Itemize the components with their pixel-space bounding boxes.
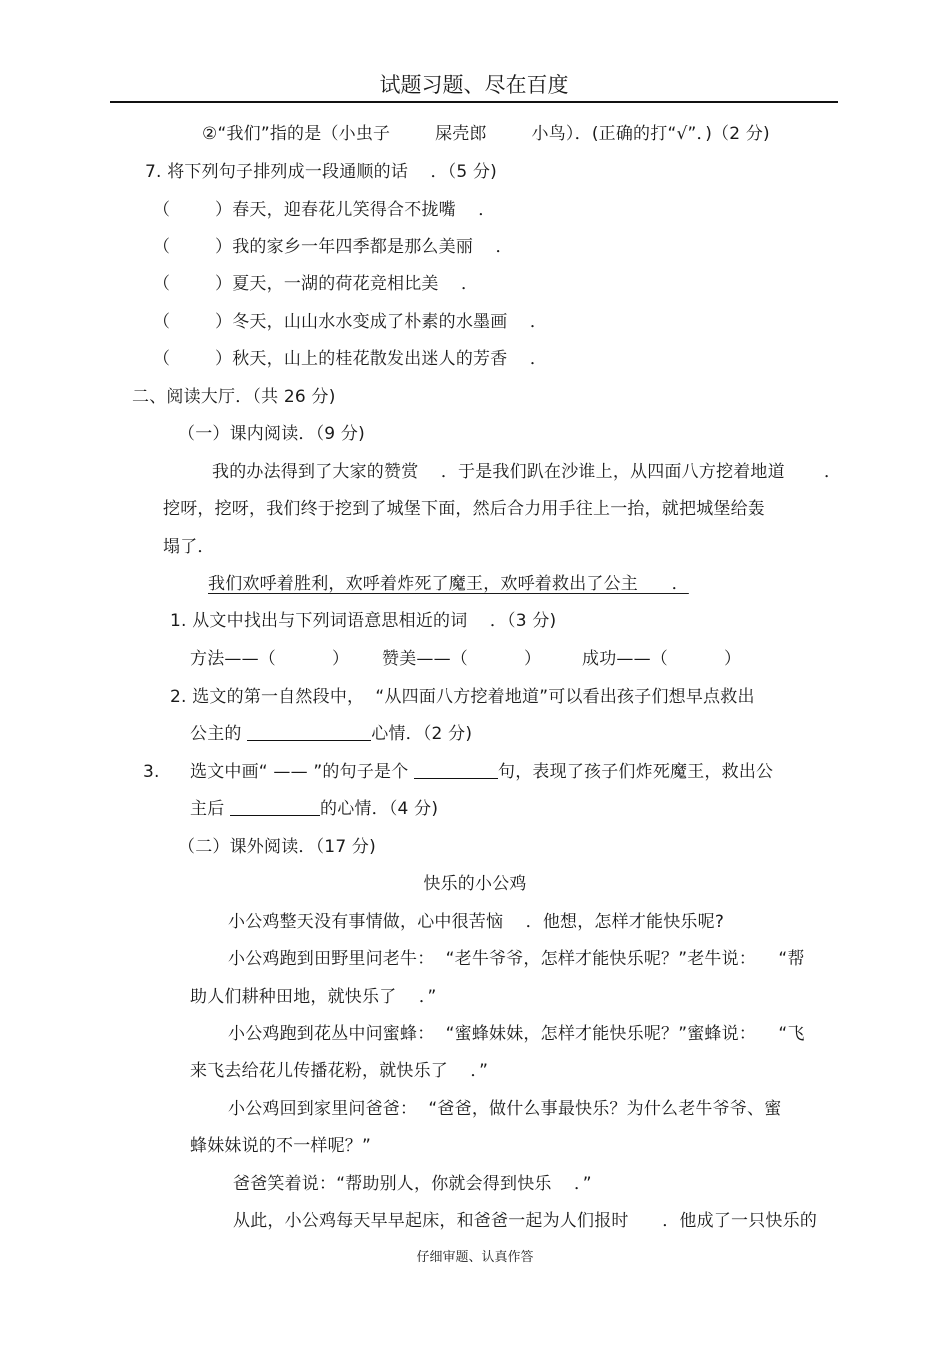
q2-prefix: 公主的 — [190, 724, 248, 744]
q7-item: （ ）春天，迎春花儿笑得合不拢嘴 ． — [153, 200, 496, 220]
q6-part2: ②“我们”指的是（小虫子 屎壳郎 小鸟）．(正确的打“√”．)（2 分) — [202, 124, 770, 144]
q2-line1: 2. 选文的第一自然段中， “从四面八方挖着地道”可以看出孩子们想早点救出 — [170, 687, 755, 707]
q1-word-blank: 成功——（ ） — [582, 649, 742, 669]
story-line: 小公鸡跑到花丛中问蜜蜂： “蜜蜂妹妹，怎样才能快乐呢？”蜜蜂说： “飞 — [228, 1024, 805, 1044]
part2-title: （二）课外阅读．（17 分) — [178, 837, 376, 857]
passage-line: 挖呀，挖呀，我们终于挖到了城堡下面，然后合力用手往上一抬，就把城堡给轰 — [163, 499, 765, 519]
story-line: 小公鸡跑到田野里问老牛： “老牛爷爷，怎样才能快乐呢？”老牛说： “帮 — [228, 949, 805, 969]
answer-blank[interactable] — [247, 722, 371, 741]
q1-title: 1. 从文中找出与下列词语意思相近的词 ．（3 分) — [170, 611, 557, 631]
q3-prefix-2: 主后 — [190, 799, 231, 819]
q3-line2 — [190, 797, 438, 821]
page-header-title: 试题习题、尽在百度 — [379, 73, 569, 97]
q7-title: 7. 将下列句子排列成一段通顺的话 ．（5 分) — [145, 162, 497, 182]
q1-word-blank: 方法——（ ） — [190, 649, 350, 669]
answer-blank[interactable] — [230, 797, 320, 816]
story-line: 来飞去给花儿传播花粉，就快乐了 ．” — [190, 1061, 489, 1081]
q3-suffix-2: 的心情．（4 分) — [320, 799, 439, 819]
q7-item: （ ）冬天，山山水水变成了朴素的水墨画 ． — [153, 312, 548, 332]
q3-number: 3. — [143, 762, 160, 782]
story-line: 从此，小公鸡每天早早起床，和爸爸一起为人们报时 ．他成了一只快乐的 — [233, 1211, 818, 1231]
passage-line: 我的办法得到了大家的赞赏 ．于是我们趴在沙谁上，从四面八方挖着地道 ． — [212, 462, 842, 482]
underlined-sentence: 我们欢呼着胜利，欢呼着炸死了魔王，欢呼着救出了公主 ． — [208, 574, 689, 594]
answer-blank[interactable] — [414, 760, 498, 779]
story-line: 爸爸笑着说：“帮助别人，你就会得到快乐 ．” — [233, 1174, 592, 1194]
story-line: 助人们耕种田地，就快乐了 ．” — [190, 987, 437, 1007]
story-line: 小公鸡回到家里问爸爸： “爸爸，做什么事最快乐？为什么老牛爷爷、蜜 — [228, 1099, 782, 1119]
story-title: 快乐的小公鸡 — [423, 874, 527, 894]
q7-item: （ ）夏天，一湖的荷花竞相比美 ． — [153, 274, 479, 294]
passage-line: 塌了． — [163, 537, 215, 557]
q2-suffix: 心情．（2 分) — [371, 724, 473, 744]
story-line: 蜂妹妹说的不一样呢？” — [190, 1136, 372, 1156]
q7-item: （ ）我的家乡一年四季都是那么美丽 ． — [153, 237, 513, 257]
q7-item: （ ）秋天，山上的桂花散发出迷人的芳香 ． — [153, 349, 548, 369]
q1-word-blank: 赞美——（ ） — [382, 649, 542, 669]
header-divider — [110, 101, 838, 103]
q3-line1 — [190, 760, 773, 784]
story-line: 小公鸡整天没有事情做，心中很苦恼 ．他想，怎样才能快乐呢? — [228, 912, 725, 932]
section2-title: 二、阅读大厅．（共 26 分) — [132, 387, 336, 407]
q3-prefix: 选文中画“ —— ”的句子是个 — [190, 762, 415, 782]
q3-suffix: 句，表现了孩子们炸死魔王，救出公 — [498, 762, 774, 782]
q2-line2 — [190, 722, 472, 746]
part1-title: （一）课内阅读．（9 分) — [178, 424, 365, 444]
page-footer: 仔细审题、认真作答 — [416, 1250, 534, 1265]
